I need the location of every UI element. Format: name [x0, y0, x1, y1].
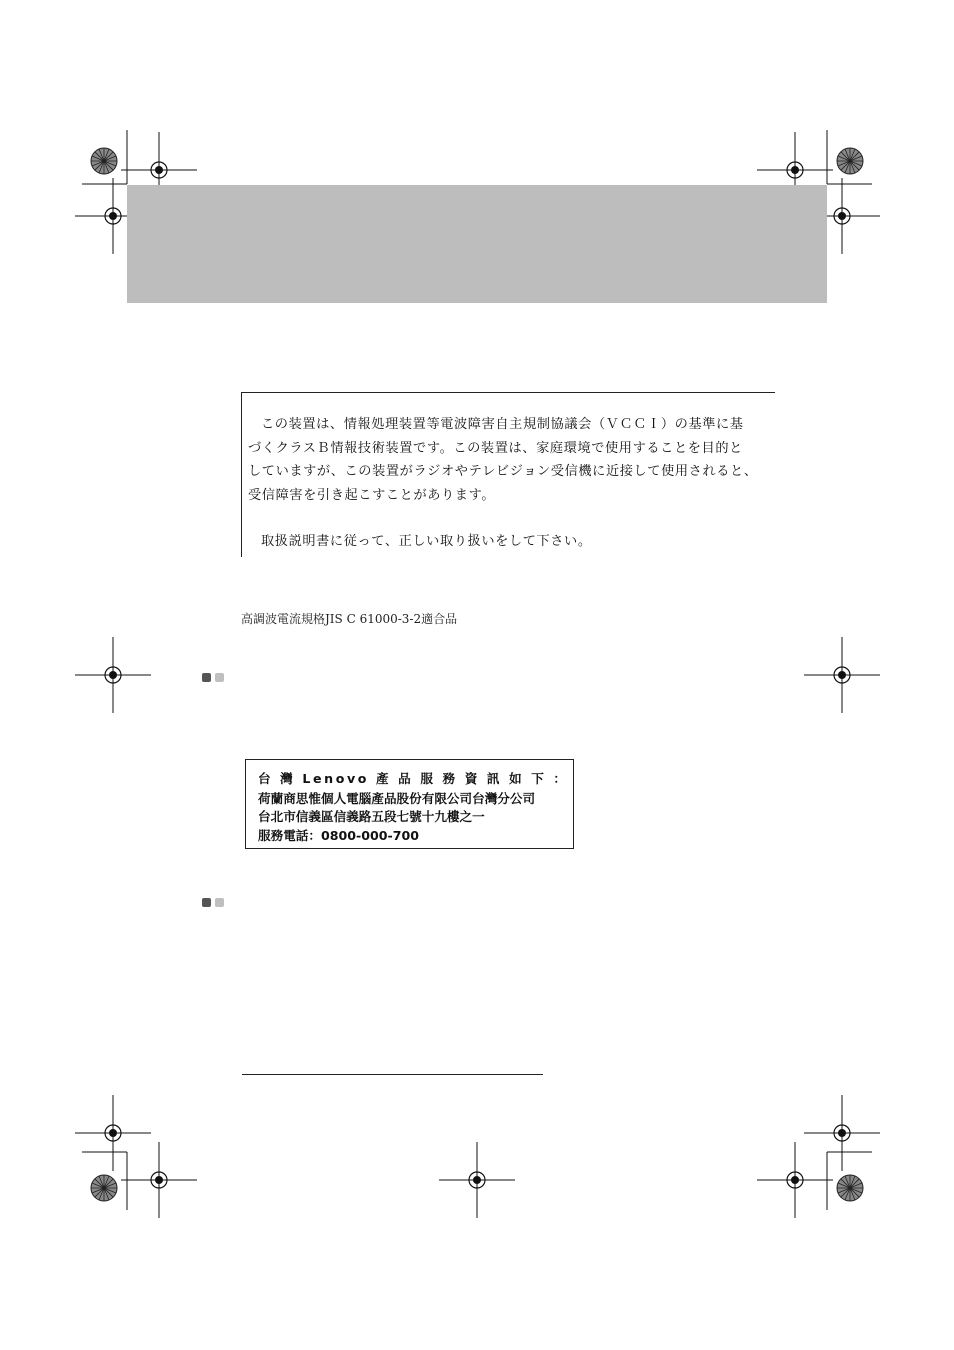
- registration-mark-icon: [75, 637, 151, 713]
- vcci-line-1: この装置は、情報処理装置等電波障害自主規制協議会（ＶＣＣＩ）の基準に基: [261, 417, 744, 432]
- harmonic-standard-notice: 高調波電流規格JIS C 61000-3-2適合品: [241, 612, 458, 626]
- taiwan-service-address: 台北市信義區信義路五段七號十九樓之一: [258, 809, 485, 824]
- section-bullet-icon: [215, 898, 224, 907]
- vcci-line-5: 取扱説明書に従って、正しい取り扱いをして下さい。: [261, 534, 592, 549]
- vcci-notice-text: [248, 413, 773, 554]
- registration-mark-icon: [439, 1142, 515, 1218]
- footnote-rule: [242, 1074, 543, 1075]
- vcci-line-2: づくクラスＢ情報技術装置です。この装置は、家庭環境で使用することを目的と: [248, 440, 743, 456]
- vcci-line-4: 受信障害を引き起こすことがあります。: [248, 487, 496, 503]
- registration-mark-icon: [121, 1142, 197, 1218]
- color-bar-star-icon: [91, 1175, 117, 1201]
- taiwan-service-company: 荷蘭商思惟個人電腦產品股份有限公司台灣分公司: [258, 791, 536, 806]
- taiwan-service-box: [245, 759, 574, 849]
- color-bar-star-icon: [91, 148, 117, 174]
- vcci-line-3: していますが、この装置がラジオやテレビジョン受信機に近接して使用されると、: [248, 464, 758, 479]
- color-bar-star-icon: [837, 1175, 863, 1201]
- section-bullet-icon: [215, 673, 224, 682]
- registration-mark-icon: [75, 1095, 151, 1171]
- color-bar-star-icon: [837, 148, 863, 174]
- registration-mark-icon: [757, 1142, 833, 1218]
- registration-mark-icon: [804, 637, 880, 713]
- section-bullet-icon: [202, 898, 211, 907]
- taiwan-service-phone: 服務電話：0800-000-700: [258, 828, 420, 843]
- header-band: [127, 185, 827, 303]
- taiwan-service-heading: 台 灣 Lenovo 產 品 服 務 資 訊 如 下 ：: [258, 771, 569, 786]
- vcci-notice-box: [241, 392, 775, 557]
- registration-mark-icon: [804, 1095, 880, 1171]
- section-bullet-icon: [202, 673, 211, 682]
